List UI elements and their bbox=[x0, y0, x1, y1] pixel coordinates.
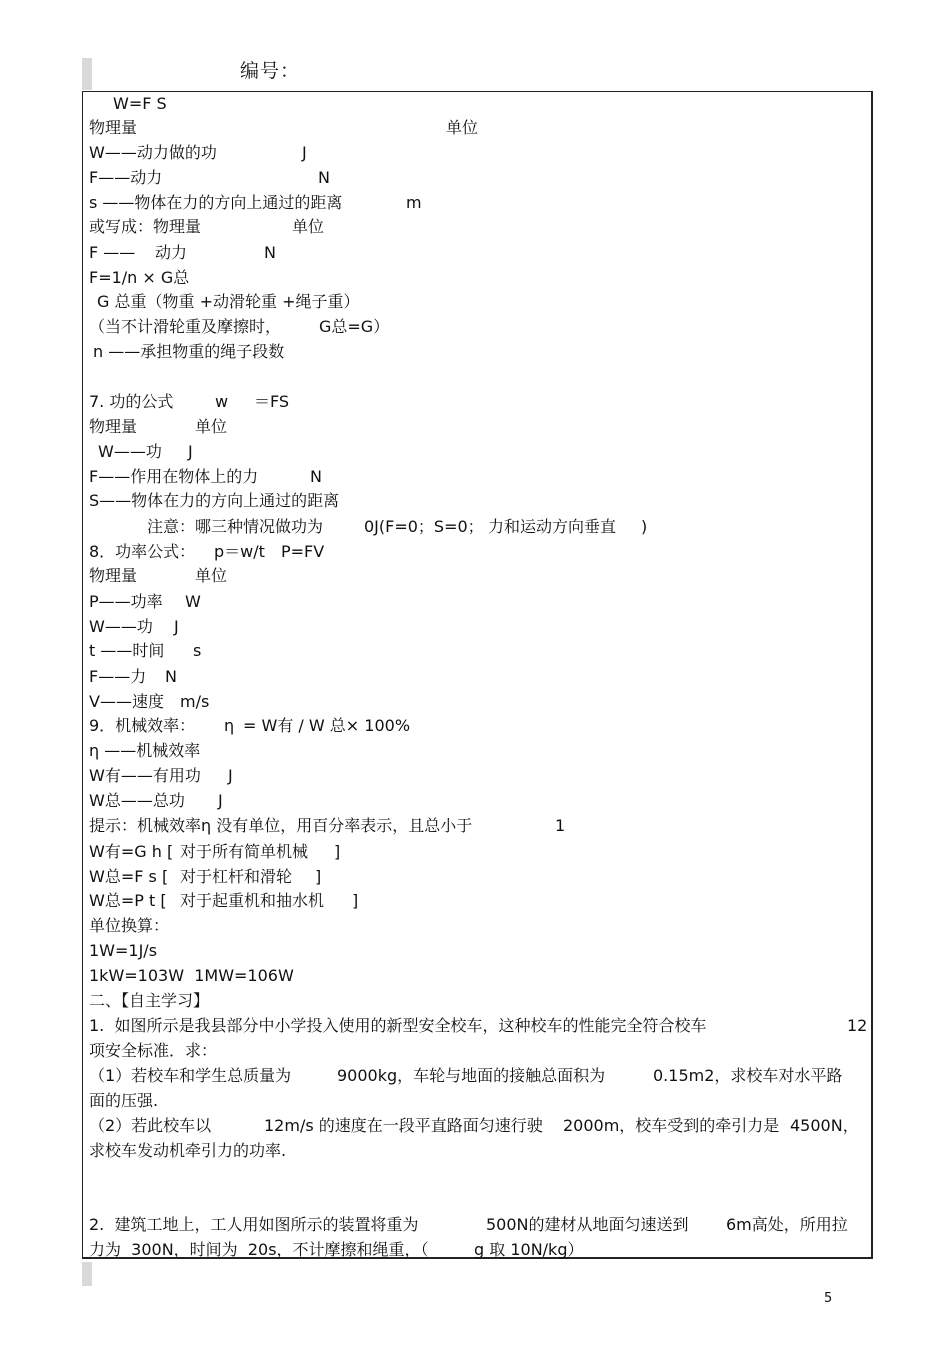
text-line-30-seg-3: ] bbox=[334, 842, 341, 861]
text-line-4-seg-1: F——动力 bbox=[89, 168, 163, 187]
text-line-44-seg-1: 力为 300N，时间为 20s，不计摩擦和绳重，（ bbox=[89, 1240, 429, 1259]
text-line-7-seg-3: N bbox=[264, 243, 276, 262]
text-line-31-seg-1: W总=F s [ bbox=[89, 867, 169, 886]
text-line-3-seg-2: J bbox=[302, 143, 307, 162]
text-line-5-seg-1: s ——物体在力的方向上通过的距离 bbox=[89, 193, 343, 212]
text-line-33-seg-1: 单位换算： bbox=[89, 916, 170, 935]
text-line-41-seg-2: 12m/s 的速度在一段平直路面匀速行驶 bbox=[264, 1116, 543, 1135]
text-line-25-seg-3: = W有 / W 总× 100% bbox=[243, 716, 411, 735]
text-line-5-seg-2: m bbox=[406, 193, 422, 212]
text-line-17-seg-4: ) bbox=[641, 517, 648, 536]
text-line-43-seg-2: 500N的建材从地面匀速送到 bbox=[486, 1215, 689, 1234]
text-line-6-seg-1: 或写成：物理量 bbox=[89, 217, 202, 236]
page-number: 5 bbox=[824, 1291, 833, 1306]
text-line-10-seg-2: G总=G） bbox=[319, 317, 390, 336]
text-line-35-seg-1: 1kW=103W 1MW=106W bbox=[89, 966, 294, 985]
text-line-37-seg-1: 1. 如图所示是我县部分中小学投入使用的新型安全校车，这种校车的性能完全符合校车 bbox=[89, 1016, 707, 1035]
text-line-26-seg-1: η ——机械效率 bbox=[89, 741, 201, 760]
text-line-11-seg-1: n ——承担物重的绳子段数 bbox=[93, 342, 285, 361]
text-line-10-seg-1: （当不计滑轮重及摩擦时， bbox=[89, 317, 282, 336]
text-line-42-seg-1: 求校车发动机牵引力的功率. bbox=[89, 1141, 287, 1160]
text-line-25-seg-1: 9．机械效率： bbox=[89, 716, 196, 735]
text-line-14-seg-2: J bbox=[188, 442, 193, 461]
text-line-16-seg-1: S——物体在力的方向上通过的距离 bbox=[89, 491, 340, 510]
text-line-14-seg-1: W——功 bbox=[98, 442, 162, 461]
text-line-44-seg-2: g 取 10N/kg） bbox=[474, 1240, 584, 1259]
text-line-32-seg-2: 对于起重机和抽水机 bbox=[180, 891, 325, 910]
text-line-29-seg-2: 1 bbox=[555, 816, 566, 835]
text-line-27-seg-1: W有——有用功 bbox=[89, 766, 201, 785]
text-line-4-seg-2: N bbox=[318, 168, 330, 187]
text-line-17-seg-2: 0J(F=0；S=0； bbox=[364, 517, 484, 536]
text-line-37-seg-2: 12 bbox=[847, 1016, 868, 1035]
text-line-12-seg-1: 7. 功的公式 bbox=[89, 392, 174, 411]
text-line-32-seg-1: W总=P t [ bbox=[89, 891, 167, 910]
margin-bar-top bbox=[82, 58, 92, 90]
text-line-22-seg-2: s bbox=[193, 641, 202, 660]
text-line-32-seg-3: ] bbox=[352, 891, 359, 910]
text-line-29-seg-1: 提示：机械效率η 没有单位，用百分率表示，且总小于 bbox=[89, 816, 473, 835]
text-line-39-seg-3: 0.15m2，求校车对水平路 bbox=[653, 1066, 843, 1085]
text-line-36-seg-1: 二、【自主学习】 bbox=[89, 991, 210, 1010]
text-line-12-seg-2: w bbox=[215, 392, 229, 411]
text-line-39-seg-1: （1）若校车和学生总质量为 bbox=[89, 1066, 292, 1085]
text-line-23-seg-2: N bbox=[165, 667, 177, 686]
text-line-34-seg-1: 1W=1J/s bbox=[89, 941, 158, 960]
text-line-7-seg-2: 动力 bbox=[155, 243, 188, 262]
text-line-17-seg-1: 注意：哪三种情况做功为 bbox=[147, 517, 324, 536]
text-line-30-seg-2: 对于所有简单机械 bbox=[180, 842, 309, 861]
text-line-20-seg-2: W bbox=[185, 592, 201, 611]
text-line-13-seg-1: 物理量 bbox=[89, 417, 138, 436]
text-line-1-seg-1: W=F S bbox=[113, 94, 167, 113]
serial-number-label: 编号： bbox=[240, 60, 301, 82]
text-line-39-seg-2: 9000kg，车轮与地面的接触总面积为 bbox=[337, 1066, 606, 1085]
text-line-17-seg-3: 力和运动方向垂直 bbox=[488, 517, 617, 536]
text-line-41-seg-4: 4500N， bbox=[790, 1116, 859, 1135]
text-line-13-seg-2: 单位 bbox=[195, 417, 228, 436]
text-line-21-seg-1: W——功 bbox=[89, 617, 153, 636]
text-line-3-seg-1: W——动力做的功 bbox=[89, 143, 217, 162]
text-line-19-seg-1: 物理量 bbox=[89, 566, 138, 585]
text-line-15-seg-1: F——作用在物体上的力 bbox=[89, 467, 259, 486]
text-line-41-seg-3: 2000m，校车受到的牵引力是 bbox=[563, 1116, 780, 1135]
text-line-31-seg-2: 对于杠杆和滑轮 bbox=[180, 867, 293, 886]
text-line-7-seg-1: F —— bbox=[89, 243, 136, 262]
text-line-28-seg-2: J bbox=[218, 791, 223, 810]
text-line-24-seg-1: V——速度 bbox=[89, 692, 164, 711]
text-line-2-seg-2: 单位 bbox=[446, 118, 479, 137]
text-line-30-seg-1: W有=G h [ bbox=[89, 842, 174, 861]
margin-bar-bottom bbox=[82, 1262, 92, 1286]
text-line-12-seg-3: ＝FS bbox=[254, 392, 290, 411]
text-line-24-seg-2: m/s bbox=[180, 692, 210, 711]
text-line-23-seg-1: F——力 bbox=[89, 667, 147, 686]
text-line-41-seg-1: （2）若此校车以 bbox=[89, 1116, 212, 1135]
text-line-43-seg-1: 2. 建筑工地上，工人用如图所示的装置将重为 bbox=[89, 1215, 419, 1234]
text-line-40-seg-1: 面的压强. bbox=[89, 1091, 159, 1110]
text-line-19-seg-2: 单位 bbox=[195, 566, 228, 585]
text-line-25-seg-2: η bbox=[224, 716, 235, 735]
text-line-31-seg-3: ] bbox=[315, 867, 322, 886]
text-line-28-seg-1: W总——总功 bbox=[89, 791, 185, 810]
text-line-27-seg-2: J bbox=[228, 766, 233, 785]
text-line-2-seg-1: 物理量 bbox=[89, 118, 138, 137]
text-line-8-seg-1: F=1/n × G总 bbox=[89, 268, 190, 287]
text-line-18-seg-2: p＝w/t bbox=[214, 542, 265, 561]
text-line-9-seg-1: G 总重（物重 +动滑轮重 +绳子重） bbox=[97, 292, 360, 311]
text-line-6-seg-2: 单位 bbox=[292, 217, 325, 236]
text-line-22-seg-1: t ——时间 bbox=[89, 641, 165, 660]
text-line-21-seg-2: J bbox=[174, 617, 179, 636]
text-line-20-seg-1: P——功率 bbox=[89, 592, 163, 611]
text-line-15-seg-2: N bbox=[310, 467, 322, 486]
text-line-43-seg-3: 6m高处，所用拉 bbox=[726, 1215, 848, 1234]
text-line-38-seg-1: 项安全标准．求： bbox=[89, 1041, 218, 1060]
text-line-18-seg-3: P=FV bbox=[281, 542, 325, 561]
text-line-18-seg-1: 8．功率公式： bbox=[89, 542, 196, 561]
